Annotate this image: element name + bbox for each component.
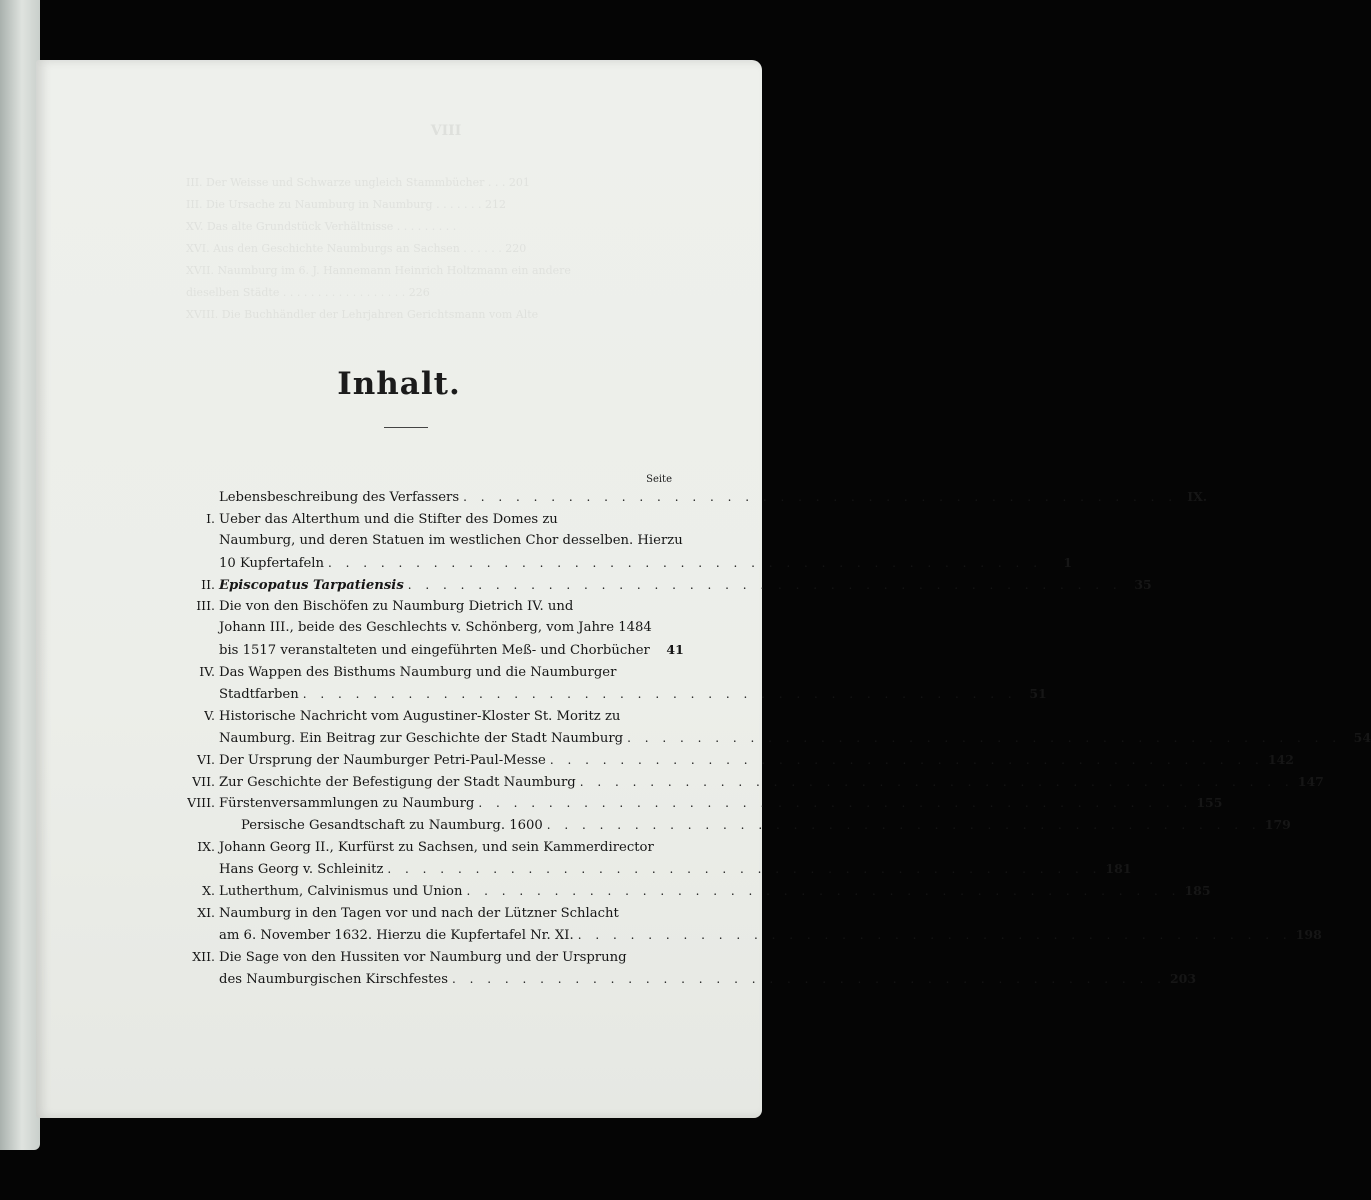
toc-page-number: 142 — [1267, 751, 1294, 767]
bleed-line: III. Der Weisse und Schwarze ungleich Stammbücher . . . 201 — [186, 176, 530, 189]
leader-dots: . . . . . . . . . . . . . . . . . . . . . . . . . . . . . . . . . . . . . . . . . — [407, 577, 1122, 592]
toc-line — [143, 683, 1047, 705]
toc-entry-number: IX. — [197, 839, 215, 855]
toc-entry — [143, 595, 684, 661]
book-left-edge — [0, 0, 40, 1150]
leader-dots: . . . . . . . . . . . . . . . . . . . . . . . . . . . . . . . . . . . . . . . . . — [387, 862, 1102, 877]
leader-dots: . . . . . . . . . . . . . . . . . . . . . . . . . . . . . . . . . . . . . . . . . — [627, 730, 1342, 745]
toc-entry-title: Persische Gesandtschaft zu Naumburg. 1600 — [241, 818, 543, 834]
leader-dots: . . . . . . . . . . . . . . . . . . . . . . . . . . . . . . . . . . . . . . . . . — [463, 490, 1178, 504]
toc-entry-number: XI. — [197, 904, 215, 920]
toc-entry-title: Stadtfarben — [219, 687, 299, 703]
toc-entry — [143, 508, 1073, 574]
toc-line — [143, 486, 1208, 508]
toc-entry-title: am 6. November 1632. Hierzu die Kupfertafel Nr. XI. — [219, 927, 574, 943]
toc-entry-title: 10 Kupfertafeln — [219, 555, 325, 571]
toc-entry-title: Lebensbeschreibung des Verfassers — [219, 490, 460, 505]
toc-page-number: IX. — [1187, 489, 1208, 504]
toc-entry-title: Naumburg in den Tagen vor und nach der Lützner Schlacht — [219, 905, 619, 921]
toc-entry-number: VIII. — [187, 795, 215, 811]
toc-line — [143, 946, 678, 968]
seite-label: Seite — [646, 474, 672, 485]
leader-dots: . . . . . . . . . . . . . . . . . . . . . . . . . . . . . . . . . . . . . . . . . — [328, 555, 1043, 570]
toc-entry — [143, 792, 1223, 814]
toc-entry-title: Johann Georg II., Kurfürst zu Sachsen, und sein Kammerdirector — [219, 840, 654, 856]
toc-entry-number: VII. — [192, 773, 215, 789]
toc-entry — [143, 486, 1208, 508]
leader-dots: . . . . . . . . . . . . . . . . . . . . . . . . . . . . . . . . . . . . . . . . . — [452, 971, 1166, 986]
toc-entry-title: Zur Geschichte der Befestigung der Stadt Naumburg — [219, 774, 576, 790]
toc-entry-number: III. — [196, 598, 215, 614]
toc-entry-title: Naumburg. Ein Beitrag zur Geschichte der Stadt Naumburg — [219, 730, 624, 746]
toc-line — [143, 792, 1223, 814]
leader-dots: . . . . . . . . . . . . . . . . . . . . . . . . . . . . . . . . . . . . . . . . . — [549, 752, 1264, 767]
toc-entry — [143, 661, 1047, 705]
toc-entry-title: Hans Georg v. Schleinitz — [219, 862, 384, 878]
toc-line — [143, 902, 678, 924]
toc-page-number: 155 — [1196, 795, 1223, 811]
toc-line — [143, 968, 1197, 990]
toc-line — [143, 552, 1073, 574]
toc-entry-number: V. — [204, 707, 215, 723]
toc-entry-title: Das Wappen des Bisthums Naumburg und die Naumburger — [219, 665, 617, 681]
toc-page-number: 179 — [1264, 817, 1291, 833]
toc-page-number: 198 — [1295, 926, 1322, 942]
toc-entry-title: des Naumburgischen Kirschfestes — [219, 971, 448, 987]
toc-page-number: 181 — [1105, 861, 1132, 877]
toc-line — [143, 705, 678, 727]
toc-line — [143, 814, 1291, 836]
bleed-page-number: VIII — [430, 123, 462, 139]
toc-entry-title: Die von den Bischöfen zu Naumburg Dietrich IV. und — [219, 599, 574, 615]
toc-page-number: 147 — [1297, 773, 1324, 789]
toc-line — [143, 617, 678, 639]
toc-entry — [143, 705, 1371, 749]
toc-entry-number: IV. — [199, 664, 215, 680]
toc-line — [143, 749, 1294, 771]
toc-line — [143, 880, 1211, 902]
toc-entry-title: Der Ursprung der Naumburger Petri-Paul-Messe — [219, 752, 546, 768]
toc-entry — [143, 836, 1132, 880]
bleed-line: dieselben Städte . . . . . . . . . . . . . . . . . . 226 — [186, 286, 430, 299]
toc-entry-number: VI. — [197, 751, 215, 767]
toc-page-number: 1 — [1063, 554, 1073, 570]
toc-page-number: 35 — [1134, 576, 1152, 592]
leader-dots: . . . . . . . . . . . . . . . . . . . . . . . . . . . . . . . . . . . . . . . . . — [579, 774, 1294, 789]
toc-entry-title: Lutherthum, Calvinismus und Union — [219, 884, 463, 900]
leader-dots: . . . . . . . . . . . . . . . . . . . . . . . . . . . . . . . . . . . . . . . . . — [478, 796, 1193, 811]
toc-page-number: 185 — [1184, 883, 1211, 899]
toc-entry-title: Episcopatus Tarpatiensis — [219, 577, 404, 593]
toc-line — [143, 574, 1152, 596]
toc-entry-number: I. — [206, 510, 215, 526]
toc-line — [143, 727, 1371, 749]
toc-entry — [143, 902, 1322, 946]
page-title: Inhalt. — [337, 366, 461, 402]
toc-entry — [143, 880, 1211, 902]
book-page — [36, 60, 1371, 1118]
bleed-line: XV. Das alte Grundstück Verhältnisse . . . . . . . . . — [186, 220, 457, 233]
toc-entry-title: Fürstenversammlungen zu Naumburg — [219, 796, 475, 812]
toc-entry-title: Historische Nachricht vom Augustiner-Kloster St. Moritz zu — [219, 708, 621, 724]
toc-entry-title: Die Sage von den Hussiten vor Naumburg und der Ursprung — [219, 949, 627, 965]
bleed-line: XVI. Aus den Geschichte Naumburgs an Sachsen . . . . . . 220 — [186, 242, 527, 255]
toc-line — [143, 858, 1132, 880]
toc-line — [143, 530, 683, 552]
table-of-contents — [143, 486, 1371, 989]
title-divider — [384, 427, 428, 428]
toc-entry-number: X. — [202, 883, 215, 899]
toc-line — [143, 836, 678, 858]
bleed-lines — [186, 172, 706, 326]
toc-entry-title: Naumburg, und deren Statuen im westlichen Chor desselben. Hierzu — [219, 532, 683, 548]
toc-line — [143, 924, 1322, 946]
toc-line — [143, 595, 678, 617]
toc-entry — [143, 771, 1324, 793]
toc-line — [143, 508, 678, 530]
toc-line — [143, 771, 1324, 793]
leader-dots: . . . . . . . . . . . . . . . . . . . . . . . . . . . . . . . . . . . . . . . . . — [546, 818, 1261, 833]
toc-entry — [143, 814, 1291, 836]
toc-entry — [143, 574, 1152, 596]
toc-entry — [143, 946, 1197, 990]
toc-entry-title: Johann III., beide des Geschlechts v. Schönberg, vom Jahre 1484 — [219, 620, 652, 636]
toc-entry-title: Ueber das Alterthum und die Stifter des Domes zu — [219, 511, 558, 527]
bleed-through-text — [186, 120, 706, 380]
leader-dots: . . . . . . . . . . . . . . . . . . . . . . . . . . . . . . . . . . . . . . . . . — [466, 884, 1181, 899]
bleed-line: III. Die Ursache zu Naumburg in Naumburg . . . . . . . 212 — [186, 198, 507, 211]
toc-line — [143, 639, 684, 661]
leader-dots: . . . . . . . . . . . . . . . . . . . . . . . . . . . . . . . . . . . . . . . . . — [577, 927, 1292, 942]
toc-line — [143, 661, 678, 683]
bleed-line: XVII. Naumburg im 6. J. Hannemann Heinrich Holtzmann ein andere — [186, 264, 571, 277]
bleed-line: XVIII. Die Buchhändler der Lehrjahren Gerichtsmann vom Alte — [186, 308, 539, 321]
toc-entry-title: bis 1517 veranstalteten und eingeführten Meß- und Chorbücher — [219, 643, 650, 659]
toc-entry-number: II. — [201, 576, 215, 592]
leader-dots: . . . . . . . . . . . . . . . . . . . . . . . . . . . . . . . . . . . . . . . . . — [302, 687, 1017, 702]
toc-entry — [143, 749, 1294, 771]
toc-page-number: 54 — [1353, 729, 1371, 745]
toc-entry-number: XII. — [192, 948, 215, 964]
toc-page-number: 51 — [1029, 686, 1047, 702]
toc-page-number: 203 — [1169, 970, 1197, 986]
toc-page-number: 41 — [666, 642, 684, 658]
